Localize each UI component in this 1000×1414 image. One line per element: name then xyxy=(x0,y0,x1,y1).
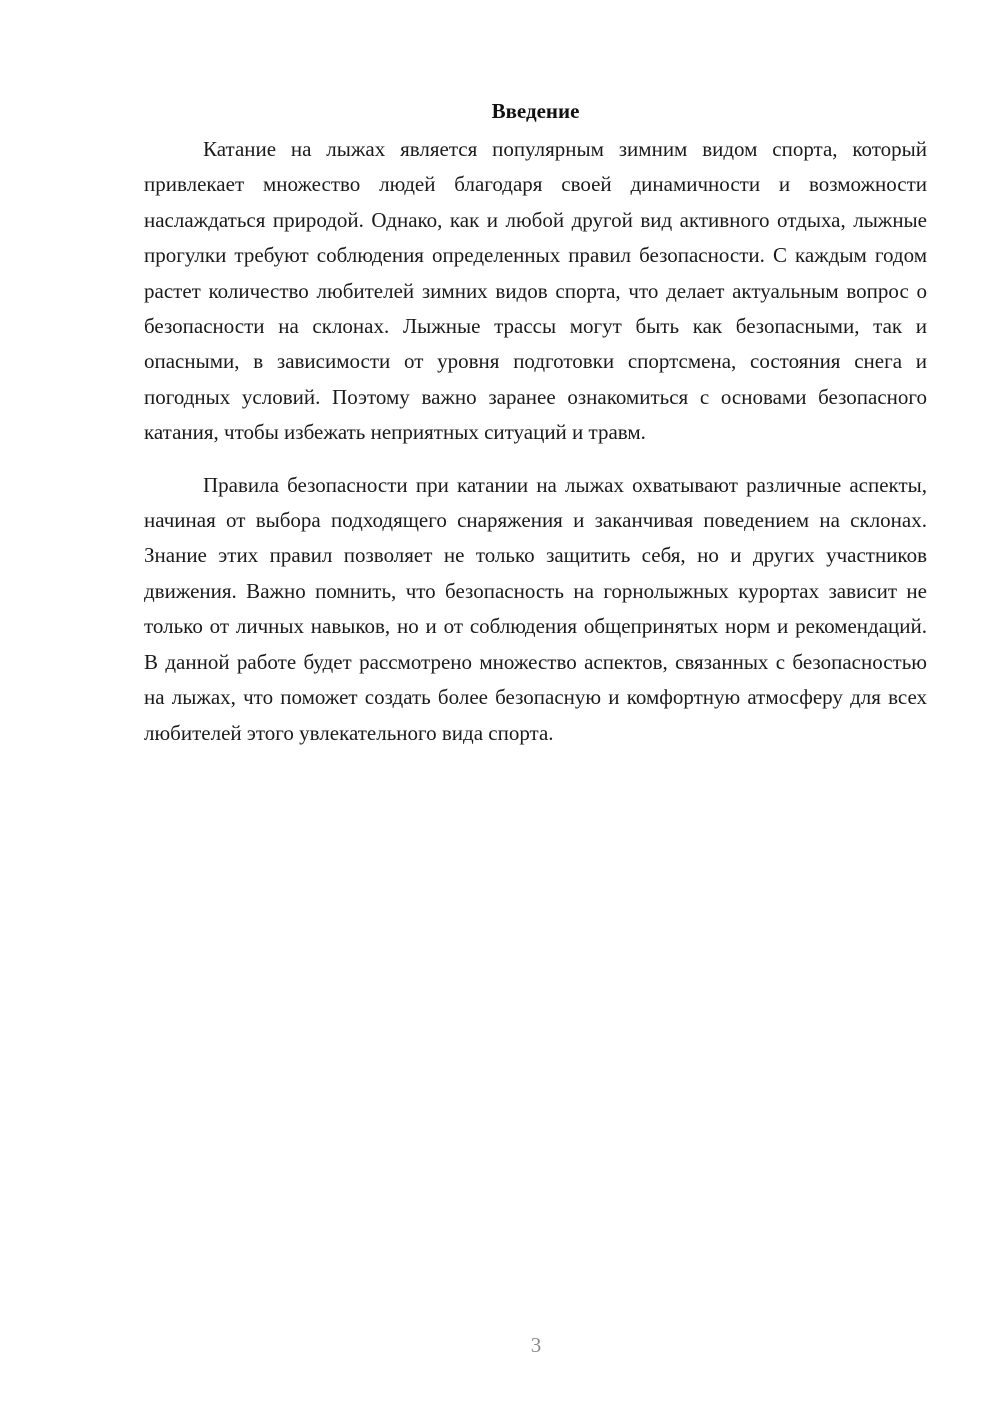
paragraph-2: Правила безопасности при катании на лыжах охватывают различные аспекты, начиная от выбора подходящего снаряжения и заканчивая поведением на склонах. Знание этих правил позволяет не только защитить себя, но и других участников движения. Важно помнить, что безопасность на горнолыжных курортах зависит не только от личных навыков, но и от соблюдения общепринятых норм и рекомендаций. В данной работе будет рассмотрено множество аспектов, связанных с безопасностью на лыжах, что поможет создать более безопасную и комфортную атмосферу для всех любителей этого увлекательного вида спорта. xyxy=(144,472,927,745)
page-number: 3 xyxy=(530,1333,542,1357)
page-body xyxy=(144,94,927,751)
section-title: Введение xyxy=(491,99,580,123)
paragraph-1: Катание на лыжах является популярным зимним видом спорта, который привлекает множество людей благодаря своей динамичности и возможности наслаждаться природой. Однако, как и любой другой вид активного отдыха, лыжные прогулки требуют соблюдения определенных правил безопасности. С каждым годом растет количество любителей зимних видов спорта, что делает актуальным вопрос о безопасности на склонах. Лыжные трассы могут быть как безопасными, так и опасными, в зависимости от уровня подготовки спортсмена, состояния снега и погодных условий. Поэтому важно заранее ознакомиться с основами безопасного катания, чтобы избежать неприятных ситуаций и травм. xyxy=(144,137,927,445)
